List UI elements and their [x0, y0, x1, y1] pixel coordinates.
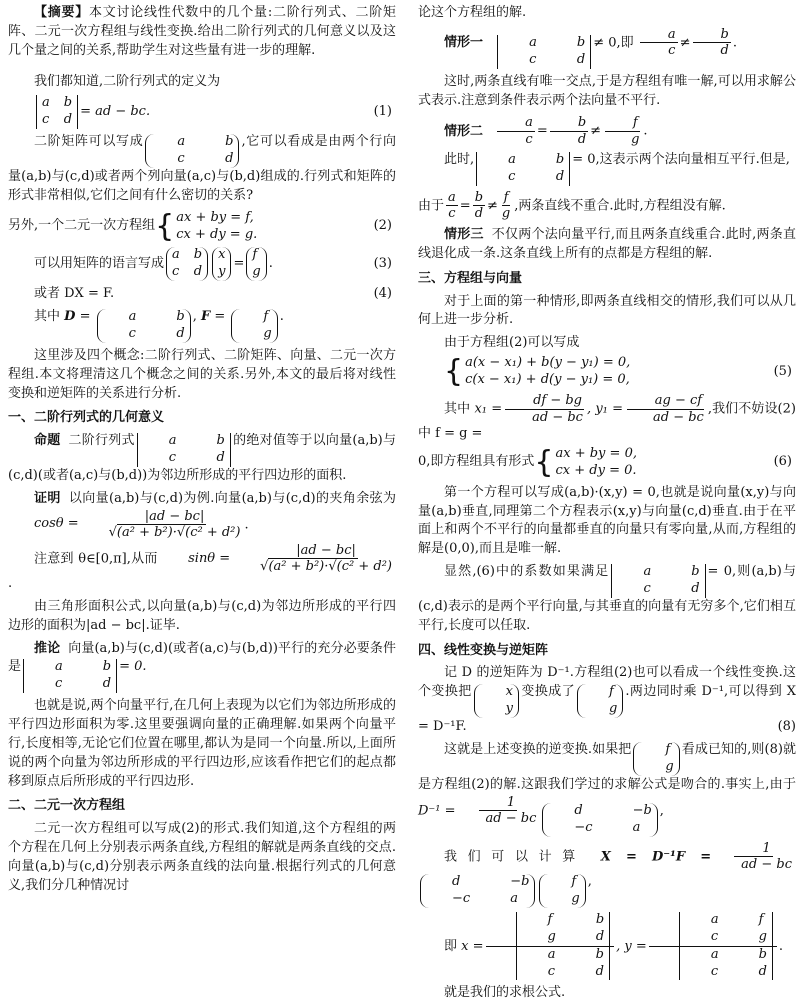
equation-5: { a(x − x₁) + b(y − y₁) = 0, c(x − x₁) + d(y − y₁) = 0, (5): [418, 355, 796, 389]
paragraph: 此时, a b c d = 0,这表示两个法向量相互平行.但是,: [444, 152, 790, 184]
abstract-text: 本文讨论线性代数中的几个量:二阶行列式、二阶矩阵、二元一次方程组与线性变换.给出二阶行列式的几何意义以及这几个量之间的关系,帮助学生对这些量有进一步的理解.: [8, 5, 396, 58]
case-one: 情形一 a b c d ≠ 0,即 $\frac{a}{c}$ ≠ $\frac{b}{d}$ .: [444, 26, 737, 68]
equation-system: { ax + by = f, cx + dy = g.: [155, 208, 258, 244]
fraction: $\frac{|ad - bc|}{\text{√(a² + b²)·√(c² + d²)}}$: [108, 508, 241, 541]
equation-1: [8, 95, 396, 129]
equation-rhs: = ad − bc.: [80, 103, 151, 119]
paragraph: 由三角形面积公式,以向量(a,b)与(c,d)为邻边所形成的平行四边形的面积为|ad − bc|.证毕.: [8, 598, 396, 633]
section-heading: 三、方程组与向量: [418, 270, 523, 286]
equation-2: 另外,一个二元一次方程组 { ax + by = f, cx + dy = g. (2): [8, 210, 396, 244]
section-heading: 二、二元一次方程组: [8, 798, 126, 814]
paragraph: 其中 x₁ = $\frac{df - bg}{ad - bc}$ , y₁ = $\frac{ag - cf}{ad - bc}$ ,我们不妨设(2)中 f = g =: [418, 392, 796, 442]
paragraph: 对于上面的第一种情形,即两条直线相交的情形,我们可以从几何上进一步分析.: [418, 293, 796, 328]
abstract: [8, 4, 396, 61]
paragraph: 也就是说,两个向量平行,在几何上表现为以它们为邻边所形成的平行四边形面积为零.这里要强调向量的正确理解.如果两个向量平行,长度相等,无论它们位置在哪里,都认为是同一个向量.所以,上面所说的两个向量为邻边所形成的平行四边形,应该看作把它们的起点都移到原点后所形成的平行四边形.: [8, 698, 396, 789]
determinant: a b c d: [36, 95, 78, 129]
matrix: a b c d: [145, 134, 239, 168]
paragraph: 二阶矩阵可以写成 a b c d ,它可以看成是由两个行向量(a,b)与(c,d)或者两个列向量(a,c)与(b,d)组成的.行列式和矩阵的形式非常相似,它们之间有什么密切的关系?: [8, 134, 396, 203]
equation-number: (8): [777, 719, 796, 735]
proof: 证明 以向量(a,b)与(c,d)为例.向量(a,b)与(c,d)的夹角余弦为 cosθ = $\frac{|ad - bc|}{\text{√(a² + b²)·√(c² + d²)}}$ .: [34, 490, 396, 541]
matrix: a b c d: [166, 247, 208, 281]
equation-number: (6): [773, 454, 792, 470]
abstract-tag: 【摘要】: [34, 5, 90, 20]
paragraph: 由于 $\frac{a}{c}$ = $\frac{b}{d}$ ≠ $\frac{f}{g}$ ,两条直线不重合.此时,方程组没有解.: [418, 189, 726, 222]
paragraph: 这时,两条直线有唯一交点,于是方程组有唯一解,可以用求解公式表示.注意到条件表示两个法向量不平行.: [418, 74, 796, 109]
paragraph: 我们可以计算 X = D⁻¹F = $\frac{1}{ad - bc}$ d −b −c a f g ,: [418, 841, 796, 908]
section-heading: 四、线性变换与逆矩阵: [418, 642, 549, 658]
paragraph: 显然,(6)中的系数如果满足 a b c d = 0,则(a,b)与(c,d)表示的是两个平行向量,与其垂直的向量有无穷多个,它们相互平行,长度可以任取.: [418, 564, 796, 633]
left-column: [8, 4, 396, 900]
case-two: 情形二 $\frac{a}{c}$ = $\frac{b}{d}$ ≠ $\frac{f}{g}$ .: [444, 114, 648, 147]
section-heading: 一、二阶行列式的几何意义: [8, 410, 165, 426]
equation-number: (5): [773, 363, 792, 379]
paragraph: 这里涉及四个概念:二阶行列式、二阶矩阵、向量、二元一次方程组.本文将理清这几个概念之间的关系.另外,本文的最后将对线性变换和逆矩阵的关系进行分析.: [8, 347, 396, 401]
paragraph: 二元一次方程组可以写成(2)的形式.我们知道,这个方程组的两个方程在几何上分别表示两条直线,方程组的解就是两条直线的交点.向量(a,b)与(c,d)分别表示两条直线的法向量.根据行列式的几何意义,我们分几种情况讨: [8, 821, 396, 893]
paragraph: 其中 D = a b c d , F = f g .: [34, 309, 284, 341]
fraction: $\frac{|ad - bc|}{\text{√(a² + b²)·√(c² + d²)}}$: [260, 542, 392, 575]
paragraph: 就是我们的求根公式.: [444, 985, 566, 1001]
corollary: 推论 向量(a,b)与(c,d)(或者(a,c)与(b,d))平行的充分必要条件是 a b c d = 0.: [8, 640, 396, 692]
equation-number: (1): [373, 103, 392, 119]
vector: x y: [212, 247, 231, 281]
paragraph: 由于方程组(2)可以写成: [444, 335, 580, 351]
equation-number: (4): [373, 286, 392, 302]
paragraph: 这就是上述变换的逆变换.如果把 f g 看成已知的,则(8)就是方程组(2)的解.这跟我们学过的求解公式是吻合的.事实上,由于 D⁻¹ = $\frac{1}{ad - bc}$ d −b −c a ,: [418, 741, 796, 835]
equation-6: 0,即方程组具有形式 { ax + by = 0, cx + dy = 0. (6): [418, 446, 796, 480]
right-column: [418, 4, 796, 1007]
paragraph: 我们都知道,二阶行列式的定义为: [34, 73, 221, 89]
paragraph: 记 D 的逆矩阵为 D⁻¹.方程组(2)也可以看成一个线性变换.这个变换把 x y 变换成了 f g .两边同时乘 D⁻¹,可以得到 X = D⁻¹F. (8): [418, 664, 796, 736]
equation-4: 或者 DX = F. (4): [8, 285, 396, 304]
paragraph: 论这个方程组的解.: [418, 5, 527, 20]
paragraph: 即 x = f b g d a b c d , y = a f c g a b c d .: [444, 911, 784, 979]
equation-number: (2): [373, 218, 392, 234]
paragraph: 第一个方程可以写成(a,b)·(x,y) = 0,也就是说向量(x,y)与向量(a,b)垂直,同理第二个方程表示(x,y)与向量(c,d)垂直.由于在平面上和两个不平行的向量都垂直的向量只有零向量,从而,方程组的解是(0,0),而且是唯一解.: [418, 484, 796, 557]
case-three: 情形三 不仅两个法向量平行,而且两条直线重合.此时,两条直线退化成一条.这条直线上所有的点都是方程组的解.: [418, 227, 796, 261]
paragraph: 注意到 θ∈[0,π],从而 sinθ = $\frac{|ad - bc|}{\text{√(a² + b²)·√(c² + d²)}}$ .: [8, 542, 392, 592]
equation-3: 可以用矩阵的语言写成 a b c d x y = f g . (3): [8, 247, 396, 281]
equation-number: (3): [373, 255, 392, 271]
proposition: 命题 二阶行列式 a b c d 的绝对值等于以向量(a,b)与(c,d)(或者(a,c)与(b,d))为邻边所形成的平行四边形的面积.: [8, 433, 396, 483]
vector: f g: [246, 247, 266, 281]
